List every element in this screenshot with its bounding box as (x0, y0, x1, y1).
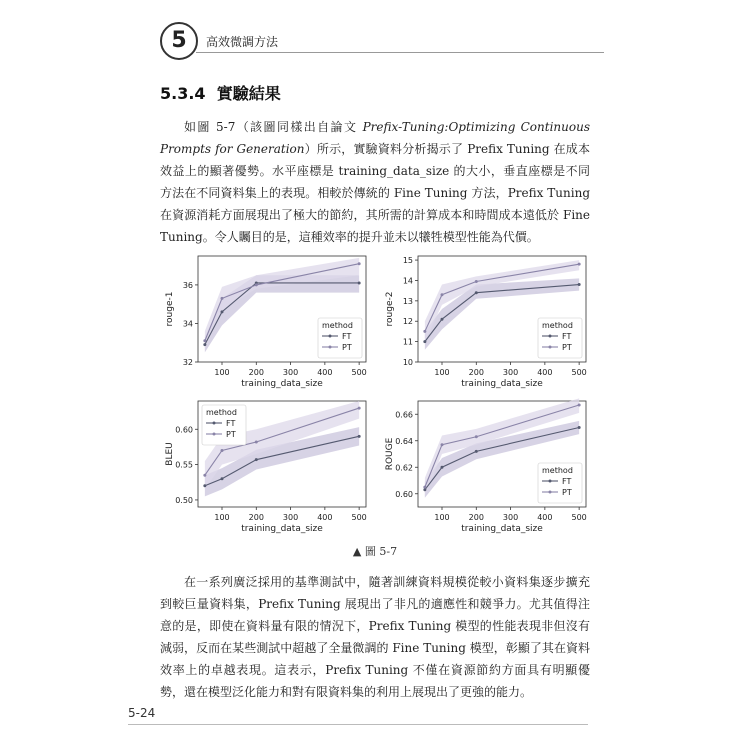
data-point-pt (221, 449, 224, 452)
legend-title: method (542, 321, 573, 330)
data-point-ft (221, 310, 224, 313)
data-point-ft (221, 477, 224, 480)
legend-entry-pt: PT (562, 488, 572, 497)
header-divider (196, 52, 604, 53)
legend-marker-ft (549, 480, 552, 483)
data-point-ft (441, 466, 444, 469)
legend-marker-ft (329, 335, 332, 338)
legend-entry-ft: FT (342, 332, 352, 341)
y-axis-label: ROUGE (385, 437, 395, 471)
legend-marker-ft (549, 335, 552, 338)
y-tick-label: 0.62 (395, 463, 413, 473)
data-point-ft (441, 318, 444, 321)
x-tick-label: 400 (317, 368, 333, 377)
x-tick-label: 500 (571, 368, 587, 377)
legend-marker-ft (213, 422, 216, 425)
y-tick-label: 0.64 (395, 436, 413, 446)
paragraph-1 (160, 116, 590, 248)
x-tick-label: 300 (502, 368, 519, 377)
data-point-pt (475, 280, 478, 283)
data-point-ft (203, 484, 206, 487)
legend (318, 318, 362, 358)
section-title: 實驗結果 (216, 84, 281, 103)
chart-rouge-2 (380, 250, 595, 395)
y-axis-label: rouge-2 (385, 291, 395, 327)
y-tick-label: 0.60 (175, 425, 193, 435)
section-heading (160, 81, 281, 104)
y-tick-label: 0.66 (395, 410, 413, 420)
y-tick-label: 12 (402, 317, 413, 327)
figure-caption: ▲ 圖 5-7 (352, 545, 398, 558)
data-point-pt (441, 443, 444, 446)
legend-entry-ft: FT (562, 332, 572, 341)
x-axis-label: training_data_size (241, 379, 323, 389)
chapter-number-badge: 5 (160, 22, 198, 60)
x-axis-label: training_data_size (461, 524, 543, 534)
data-point-pt (255, 440, 258, 443)
data-point-ft (358, 281, 361, 284)
y-tick-label: 13 (402, 296, 413, 306)
x-tick-label: 500 (351, 513, 367, 522)
data-point-pt (203, 339, 206, 342)
y-tick-label: 34 (182, 319, 193, 329)
legend-marker-pt (549, 346, 552, 349)
legend-title: method (322, 321, 353, 330)
x-axis-label: training_data_size (461, 379, 543, 389)
paragraph-1-body: ）所示，實驗資料分析揭示了 Prefix Tuning 在成本效益上的顯著優勢。水平座標是 training_data_size 的大小，垂直座標是不同方法在不同資料集上的表現。相較於傳統的 Fine Tuning 方法，Prefix Tuning 在資源消耗方面展現出了極大的節約，其所需的計算成本和時間成本遠低於 Fine Tuning。令人矚目的是，這種效率的提升並未以犧牲模型性能為代價。 (160, 142, 590, 244)
page-number: 5-24 (128, 706, 156, 720)
data-point-ft (578, 283, 581, 286)
x-tick-label: 400 (537, 513, 553, 522)
x-tick-label: 300 (282, 368, 299, 377)
legend (202, 405, 246, 445)
paper-title: Prefix-Tuning:Optimizing Continuous Prompts for Generation (160, 120, 590, 156)
data-point-ft (203, 343, 206, 346)
x-axis-label: training_data_size (241, 524, 323, 534)
x-tick-label: 100 (434, 513, 450, 522)
data-point-ft (475, 291, 478, 294)
paragraph-2 (160, 571, 590, 703)
data-point-pt (441, 293, 444, 296)
x-tick-label: 300 (282, 513, 299, 522)
section-number: 5.3.4 (160, 84, 206, 103)
data-point-pt (203, 474, 206, 477)
y-tick-label: 14 (402, 276, 413, 286)
data-point-ft (423, 340, 426, 343)
x-tick-label: 200 (468, 513, 484, 522)
x-tick-label: 100 (214, 513, 230, 522)
chart-bleu (160, 395, 375, 540)
chapter-title: 高效微調方法 (206, 35, 279, 49)
data-point-pt (423, 330, 426, 333)
x-tick-label: 200 (468, 368, 484, 377)
legend-marker-pt (329, 346, 332, 349)
y-tick-label: 0.50 (175, 495, 193, 505)
footer-divider (128, 724, 588, 725)
y-tick-label: 0.60 (395, 489, 413, 499)
legend-entry-pt: PT (226, 430, 236, 439)
data-point-ft (255, 458, 258, 461)
legend (538, 318, 582, 358)
data-point-pt (578, 263, 581, 266)
x-tick-label: 100 (434, 368, 450, 377)
data-point-ft (423, 488, 426, 491)
data-point-pt (578, 403, 581, 406)
y-tick-label: 10 (402, 358, 413, 367)
data-point-pt (358, 262, 361, 265)
chart-rouge-1 (160, 250, 375, 395)
paragraph-1-lead: 如圖 5-7（該圖同樣出自論文 (184, 120, 363, 134)
legend (538, 463, 582, 503)
y-tick-label: 36 (182, 280, 193, 290)
x-tick-label: 500 (571, 513, 587, 522)
x-tick-label: 200 (248, 513, 264, 522)
y-axis-label: rouge-1 (165, 291, 175, 327)
y-tick-label: 11 (402, 337, 413, 347)
x-tick-label: 400 (537, 368, 553, 377)
x-tick-label: 400 (317, 513, 333, 522)
y-tick-label: 0.55 (175, 460, 193, 470)
legend-entry-ft: FT (562, 477, 572, 486)
data-point-pt (475, 435, 478, 438)
data-point-ft (358, 435, 361, 438)
data-point-ft (475, 450, 478, 453)
y-tick-label: 15 (402, 256, 413, 266)
x-tick-label: 500 (351, 368, 367, 377)
legend-title: method (206, 408, 237, 417)
data-point-pt (221, 297, 224, 300)
legend-marker-pt (549, 491, 552, 494)
legend-entry-pt: PT (562, 343, 572, 352)
x-tick-label: 200 (248, 368, 264, 377)
x-tick-label: 300 (502, 513, 519, 522)
legend-entry-pt: PT (342, 343, 352, 352)
y-axis-label: BLEU (165, 442, 175, 466)
y-tick-label: 32 (182, 358, 193, 367)
chart-rouge (380, 395, 595, 540)
x-tick-label: 100 (214, 368, 230, 377)
legend-marker-pt (213, 433, 216, 436)
data-point-pt (255, 283, 258, 286)
data-point-pt (423, 486, 426, 489)
data-point-ft (578, 426, 581, 429)
paragraph-2-body: 在一系列廣泛採用的基準測試中，隨著訓練資料規模從較小資料集逐步擴充到較巨量資料集，Prefix Tuning 展現出了非凡的適應性和競爭力。尤其值得注意的是，即使在資料量有限的情況下，Prefix Tuning 模型的性能表現非但沒有減弱，反而在某些測試中超越了全量微調的 Fine Tuning 模型，彰顯了其在資料效率上的卓越表現。這表示，Prefix Tuning 不僅在資源節約方面具有明顯優勢，還在模型泛化能力和對有限資料集的利用上展現出了更強的能力。 (160, 575, 590, 699)
data-point-pt (358, 407, 361, 410)
legend-entry-ft: FT (226, 419, 236, 428)
legend-title: method (542, 466, 573, 475)
